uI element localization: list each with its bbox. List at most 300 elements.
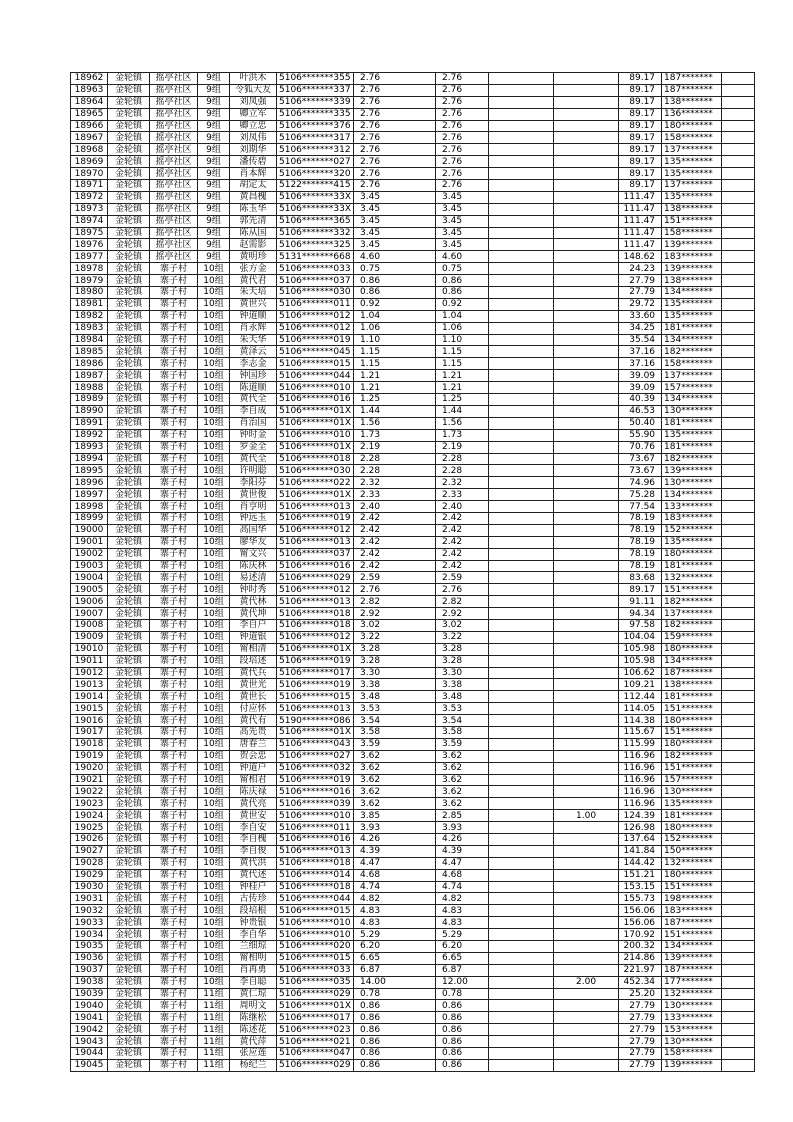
blank-cell — [489, 429, 554, 441]
amount-cell: 34.25 — [619, 322, 662, 334]
phone-cell: 135******* — [662, 191, 722, 203]
row-number-cell: 19016 — [71, 715, 108, 727]
area-cell: 4.47 — [354, 857, 436, 869]
amount-cell: 94.34 — [619, 608, 662, 620]
amount-cell: 156.06 — [619, 905, 662, 917]
blank-end-cell — [722, 73, 755, 85]
group-cell: 10组 — [198, 750, 230, 762]
phone-cell: 150******* — [662, 845, 722, 857]
phone-cell: 139******* — [662, 1059, 722, 1071]
id-number-cell: 5106*******018 — [277, 453, 354, 465]
phone-cell: 134******* — [662, 655, 722, 667]
village-cell: 寨子村 — [150, 572, 198, 584]
phone-cell: 198******* — [662, 893, 722, 905]
id-number-cell: 5106*******039 — [277, 798, 354, 810]
phone-cell: 135******* — [662, 156, 722, 168]
area-cell: 4.68 — [354, 869, 436, 881]
name-cell: 肖亨明 — [230, 501, 277, 513]
extra-area-cell — [554, 287, 619, 299]
row-number-cell: 19014 — [71, 691, 108, 703]
town-cell: 金轮镇 — [108, 1000, 150, 1012]
name-cell: 罗金全 — [230, 441, 277, 453]
extra-area-cell — [554, 715, 619, 727]
village-cell: 寨子村 — [150, 703, 198, 715]
row-number-cell: 18973 — [71, 203, 108, 215]
id-number-cell: 5106*******018 — [277, 619, 354, 631]
extra-area-cell — [554, 512, 619, 524]
amount-cell: 27.79 — [619, 1036, 662, 1048]
group-cell: 10组 — [198, 370, 230, 382]
amount-cell: 27.79 — [619, 287, 662, 299]
phone-cell: 151******* — [662, 703, 722, 715]
blank-cell — [489, 322, 554, 334]
table-row — [71, 964, 755, 976]
phone-cell: 183******* — [662, 512, 722, 524]
phone-cell: 158******* — [662, 132, 722, 144]
blank-end-cell — [722, 810, 755, 822]
area-cell: 3.28 — [354, 655, 436, 667]
id-number-cell: 5106*******016 — [277, 834, 354, 846]
phone-cell: 134******* — [662, 489, 722, 501]
blank-end-cell — [722, 275, 755, 287]
phone-cell: 132******* — [662, 988, 722, 1000]
town-cell: 金轮镇 — [108, 501, 150, 513]
area-cell: 3.58 — [354, 726, 436, 738]
town-cell: 金轮镇 — [108, 869, 150, 881]
phone-cell: 133******* — [662, 1012, 722, 1024]
phone-cell: 180******* — [662, 822, 722, 834]
table-row — [71, 988, 755, 1000]
blank-cell — [489, 275, 554, 287]
village-cell: 寨子村 — [150, 1059, 198, 1071]
phone-cell: 139******* — [662, 263, 722, 275]
amount-cell: 112.44 — [619, 691, 662, 703]
town-cell: 金轮镇 — [108, 738, 150, 750]
blank-end-cell — [722, 560, 755, 572]
name-cell: 钟时秀 — [230, 584, 277, 596]
group-cell: 10组 — [198, 322, 230, 334]
group-cell: 10组 — [198, 596, 230, 608]
area-cell: 0.86 — [354, 1036, 436, 1048]
blank-cell — [489, 596, 554, 608]
village-cell: 寨子村 — [150, 370, 198, 382]
area-confirmed-cell: 1.25 — [436, 394, 489, 406]
blank-cell — [489, 263, 554, 275]
amount-cell: 155.73 — [619, 893, 662, 905]
town-cell: 金轮镇 — [108, 798, 150, 810]
blank-end-cell — [722, 608, 755, 620]
table-row — [71, 619, 755, 631]
blank-cell — [489, 120, 554, 132]
name-cell: 钟时金 — [230, 429, 277, 441]
group-cell: 10组 — [198, 822, 230, 834]
id-number-cell: 5106*******033 — [277, 263, 354, 275]
row-number-cell: 19044 — [71, 1048, 108, 1060]
name-cell: 令狐大友 — [230, 84, 277, 96]
extra-area-cell — [554, 405, 619, 417]
area-confirmed-cell: 3.45 — [436, 215, 489, 227]
village-cell: 寨子村 — [150, 679, 198, 691]
extra-area-cell — [554, 667, 619, 679]
name-cell: 黄世光 — [230, 679, 277, 691]
phone-cell: 132******* — [662, 572, 722, 584]
village-cell: 寨子村 — [150, 489, 198, 501]
area-confirmed-cell: 0.78 — [436, 988, 489, 1000]
amount-cell: 89.17 — [619, 108, 662, 120]
phone-cell: 158******* — [662, 1048, 722, 1060]
village-cell: 寨子村 — [150, 1036, 198, 1048]
table-row — [71, 1059, 755, 1071]
area-cell: 6.65 — [354, 952, 436, 964]
area-confirmed-cell: 5.29 — [436, 929, 489, 941]
amount-cell: 77.54 — [619, 501, 662, 513]
extra-area-cell — [554, 798, 619, 810]
name-cell: 黄代洪 — [230, 857, 277, 869]
id-number-cell: 5106*******355 — [277, 73, 354, 85]
phone-cell: 180******* — [662, 738, 722, 750]
phone-cell: 130******* — [662, 786, 722, 798]
table-row — [71, 501, 755, 513]
amount-cell: 55.90 — [619, 429, 662, 441]
row-number-cell: 18965 — [71, 108, 108, 120]
group-cell: 10组 — [198, 477, 230, 489]
phone-cell: 180******* — [662, 869, 722, 881]
blank-cell — [489, 84, 554, 96]
row-number-cell: 19020 — [71, 762, 108, 774]
area-confirmed-cell: 2.59 — [436, 572, 489, 584]
extra-area-cell: 2.00 — [554, 976, 619, 988]
phone-cell: 151******* — [662, 215, 722, 227]
town-cell: 金轮镇 — [108, 1036, 150, 1048]
area-cell: 3.45 — [354, 215, 436, 227]
amount-cell: 141.84 — [619, 845, 662, 857]
area-confirmed-cell: 4.26 — [436, 834, 489, 846]
row-number-cell: 19034 — [71, 929, 108, 941]
group-cell: 10组 — [198, 834, 230, 846]
amount-cell: 37.16 — [619, 358, 662, 370]
table-row — [71, 191, 755, 203]
amount-cell: 74.96 — [619, 477, 662, 489]
blank-cell — [489, 572, 554, 584]
group-cell: 11组 — [198, 1024, 230, 1036]
group-cell: 10组 — [198, 738, 230, 750]
name-cell: 黄代君 — [230, 275, 277, 287]
area-cell: 0.86 — [354, 287, 436, 299]
village-cell: 寨子村 — [150, 310, 198, 322]
name-cell: 周明文 — [230, 1000, 277, 1012]
area-confirmed-cell: 2.76 — [436, 73, 489, 85]
id-number-cell: 5190*******086 — [277, 715, 354, 727]
group-cell: 10组 — [198, 536, 230, 548]
row-number-cell: 19004 — [71, 572, 108, 584]
village-cell: 寨子村 — [150, 536, 198, 548]
extra-area-cell — [554, 1059, 619, 1071]
table-row — [71, 382, 755, 394]
row-number-cell: 18992 — [71, 429, 108, 441]
area-cell: 1.15 — [354, 358, 436, 370]
table-row — [71, 144, 755, 156]
table-row — [71, 750, 755, 762]
phone-cell: 137******* — [662, 370, 722, 382]
group-cell: 10组 — [198, 786, 230, 798]
extra-area-cell — [554, 726, 619, 738]
town-cell: 金轮镇 — [108, 596, 150, 608]
area-cell: 3.62 — [354, 798, 436, 810]
group-cell: 10组 — [198, 905, 230, 917]
blank-end-cell — [722, 239, 755, 251]
blank-cell — [489, 917, 554, 929]
amount-cell: 111.47 — [619, 239, 662, 251]
town-cell: 金轮镇 — [108, 857, 150, 869]
amount-cell: 137.64 — [619, 834, 662, 846]
table-row — [71, 322, 755, 334]
area-cell: 4.82 — [354, 893, 436, 905]
town-cell: 金轮镇 — [108, 84, 150, 96]
id-number-cell: 5106*******032 — [277, 762, 354, 774]
name-cell: 李自安 — [230, 822, 277, 834]
name-cell: 卿立忠 — [230, 120, 277, 132]
extra-area-cell — [554, 762, 619, 774]
blank-cell — [489, 548, 554, 560]
town-cell: 金轮镇 — [108, 941, 150, 953]
blank-cell — [489, 1036, 554, 1048]
area-confirmed-cell: 4.83 — [436, 905, 489, 917]
blank-cell — [489, 798, 554, 810]
row-number-cell: 18976 — [71, 239, 108, 251]
blank-cell — [489, 239, 554, 251]
group-cell: 10组 — [198, 881, 230, 893]
area-confirmed-cell: 3.02 — [436, 619, 489, 631]
phone-cell: 139******* — [662, 465, 722, 477]
blank-end-cell — [722, 679, 755, 691]
table-row — [71, 108, 755, 120]
area-cell: 3.62 — [354, 750, 436, 762]
group-cell: 10组 — [198, 429, 230, 441]
amount-cell: 170.92 — [619, 929, 662, 941]
area-cell: 1.21 — [354, 382, 436, 394]
group-cell: 9组 — [198, 239, 230, 251]
town-cell: 金轮镇 — [108, 1059, 150, 1071]
row-number-cell: 19003 — [71, 560, 108, 572]
id-number-cell: 5106*******011 — [277, 822, 354, 834]
village-cell: 寨子村 — [150, 477, 198, 489]
amount-cell: 73.67 — [619, 453, 662, 465]
town-cell: 金轮镇 — [108, 477, 150, 489]
area-cell: 2.42 — [354, 512, 436, 524]
blank-end-cell — [722, 703, 755, 715]
group-cell: 10组 — [198, 726, 230, 738]
phone-cell: 181******* — [662, 322, 722, 334]
name-cell: 李自户 — [230, 619, 277, 631]
town-cell: 金轮镇 — [108, 1048, 150, 1060]
amount-cell: 27.79 — [619, 1059, 662, 1071]
id-number-cell: 5106*******019 — [277, 334, 354, 346]
blank-cell — [489, 976, 554, 988]
area-confirmed-cell: 12.00 — [436, 976, 489, 988]
id-number-cell: 5106*******365 — [277, 215, 354, 227]
table-row — [71, 905, 755, 917]
blank-cell — [489, 893, 554, 905]
area-confirmed-cell: 0.86 — [436, 275, 489, 287]
id-number-cell: 5106*******015 — [277, 691, 354, 703]
village-cell: 摇亭社区 — [150, 215, 198, 227]
town-cell: 金轮镇 — [108, 548, 150, 560]
area-confirmed-cell: 2.76 — [436, 156, 489, 168]
extra-area-cell — [554, 370, 619, 382]
phone-cell: 134******* — [662, 941, 722, 953]
phone-cell: 180******* — [662, 120, 722, 132]
group-cell: 9组 — [198, 168, 230, 180]
amount-cell: 116.96 — [619, 750, 662, 762]
town-cell: 金轮镇 — [108, 905, 150, 917]
phone-cell: 181******* — [662, 810, 722, 822]
table-row — [71, 429, 755, 441]
id-number-cell: 5106*******01X — [277, 1000, 354, 1012]
blank-cell — [489, 1024, 554, 1036]
extra-area-cell: 1.00 — [554, 810, 619, 822]
table-row — [71, 346, 755, 358]
id-number-cell: 5106*******01X — [277, 726, 354, 738]
town-cell: 金轮镇 — [108, 203, 150, 215]
name-cell: 黄泽云 — [230, 346, 277, 358]
area-cell: 2.76 — [354, 180, 436, 192]
name-cell: 古传珍 — [230, 893, 277, 905]
area-cell: 0.78 — [354, 988, 436, 1000]
row-number-cell: 18996 — [71, 477, 108, 489]
name-cell: 李志金 — [230, 358, 277, 370]
extra-area-cell — [554, 1000, 619, 1012]
row-number-cell: 18990 — [71, 405, 108, 417]
table-row — [71, 168, 755, 180]
table-row — [71, 762, 755, 774]
name-cell: 张方金 — [230, 263, 277, 275]
row-number-cell: 19022 — [71, 786, 108, 798]
village-cell: 寨子村 — [150, 857, 198, 869]
blank-end-cell — [722, 251, 755, 263]
group-cell: 9组 — [198, 227, 230, 239]
phone-cell: 135******* — [662, 798, 722, 810]
town-cell: 金轮镇 — [108, 929, 150, 941]
area-cell: 3.45 — [354, 227, 436, 239]
name-cell: 潘传碧 — [230, 156, 277, 168]
area-confirmed-cell: 0.86 — [436, 1012, 489, 1024]
area-cell: 3.02 — [354, 619, 436, 631]
group-cell: 9组 — [198, 251, 230, 263]
blank-cell — [489, 489, 554, 501]
extra-area-cell — [554, 560, 619, 572]
name-cell: 李阳芬 — [230, 477, 277, 489]
area-confirmed-cell: 2.76 — [436, 180, 489, 192]
extra-area-cell — [554, 655, 619, 667]
table-row — [71, 512, 755, 524]
town-cell: 金轮镇 — [108, 251, 150, 263]
blank-cell — [489, 560, 554, 572]
row-number-cell: 19007 — [71, 608, 108, 620]
village-cell: 寨子村 — [150, 334, 198, 346]
village-cell: 摇亭社区 — [150, 144, 198, 156]
name-cell: 段培述 — [230, 655, 277, 667]
id-number-cell: 5106*******016 — [277, 786, 354, 798]
name-cell: 李自槐 — [230, 834, 277, 846]
phone-cell: 132******* — [662, 857, 722, 869]
row-number-cell: 18966 — [71, 120, 108, 132]
village-cell: 摇亭社区 — [150, 191, 198, 203]
blank-end-cell — [722, 941, 755, 953]
id-number-cell: 5106*******012 — [277, 322, 354, 334]
group-cell: 9组 — [198, 84, 230, 96]
amount-cell: 111.47 — [619, 227, 662, 239]
name-cell: 付应怀 — [230, 703, 277, 715]
name-cell: 黄昌槐 — [230, 191, 277, 203]
area-confirmed-cell: 0.92 — [436, 298, 489, 310]
table-row — [71, 405, 755, 417]
blank-end-cell — [722, 298, 755, 310]
extra-area-cell — [554, 750, 619, 762]
village-cell: 寨子村 — [150, 453, 198, 465]
amount-cell: 89.17 — [619, 84, 662, 96]
group-cell: 9组 — [198, 144, 230, 156]
table-row — [71, 394, 755, 406]
id-number-cell: 5106*******016 — [277, 560, 354, 572]
row-number-cell: 19038 — [71, 976, 108, 988]
area-cell: 2.76 — [354, 120, 436, 132]
town-cell: 金轮镇 — [108, 726, 150, 738]
area-cell: 3.30 — [354, 667, 436, 679]
group-cell: 10组 — [198, 584, 230, 596]
town-cell: 金轮镇 — [108, 382, 150, 394]
town-cell: 金轮镇 — [108, 691, 150, 703]
blank-cell — [489, 643, 554, 655]
area-cell: 0.86 — [354, 1012, 436, 1024]
blank-cell — [489, 905, 554, 917]
row-number-cell: 18986 — [71, 358, 108, 370]
blank-end-cell — [722, 905, 755, 917]
group-cell: 10组 — [198, 762, 230, 774]
amount-cell: 111.47 — [619, 215, 662, 227]
table-row — [71, 560, 755, 572]
amount-cell: 27.79 — [619, 1000, 662, 1012]
extra-area-cell — [554, 108, 619, 120]
name-cell: 钟桂户 — [230, 881, 277, 893]
phone-cell: 138******* — [662, 96, 722, 108]
town-cell: 金轮镇 — [108, 180, 150, 192]
area-cell: 0.86 — [354, 1000, 436, 1012]
village-cell: 寨子村 — [150, 287, 198, 299]
extra-area-cell — [554, 429, 619, 441]
blank-end-cell — [722, 952, 755, 964]
table-row — [71, 679, 755, 691]
blank-cell — [489, 156, 554, 168]
area-confirmed-cell: 3.28 — [436, 643, 489, 655]
blank-end-cell — [722, 84, 755, 96]
blank-end-cell — [722, 845, 755, 857]
area-confirmed-cell: 0.86 — [436, 1048, 489, 1060]
area-cell: 0.86 — [354, 1059, 436, 1071]
row-number-cell: 19008 — [71, 619, 108, 631]
name-cell: 甯相君 — [230, 774, 277, 786]
phone-cell: 130******* — [662, 1036, 722, 1048]
blank-end-cell — [722, 120, 755, 132]
blank-end-cell — [722, 489, 755, 501]
area-cell: 1.15 — [354, 346, 436, 358]
table-row — [71, 1000, 755, 1012]
phone-cell: 151******* — [662, 762, 722, 774]
amount-cell: 115.67 — [619, 726, 662, 738]
village-cell: 寨子村 — [150, 762, 198, 774]
row-number-cell: 19011 — [71, 655, 108, 667]
table-row — [71, 239, 755, 251]
row-number-cell: 18974 — [71, 215, 108, 227]
